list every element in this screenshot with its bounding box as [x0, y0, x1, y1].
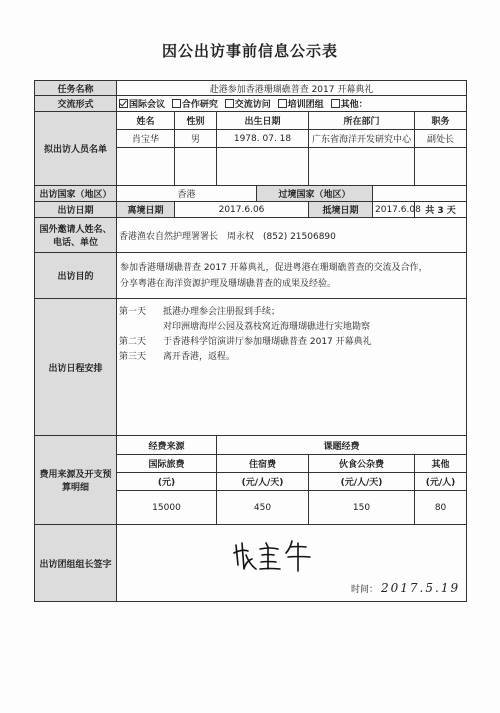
value-meals: 150: [309, 491, 415, 525]
label-dest-country: 出访国家（地区）: [35, 186, 117, 202]
person-gender: 男: [175, 130, 217, 148]
label-personnel-list: 拟出访人员名单: [35, 112, 117, 186]
empty-cell: [217, 148, 309, 186]
label-transit-country: 过境国家（地区）: [257, 186, 373, 202]
header-gender: 性别: [175, 112, 217, 130]
option-intl-conference[interactable]: 国际会议: [119, 100, 165, 110]
row-exchange-form: [35, 96, 467, 112]
value-intl-travel: 15000: [117, 491, 217, 525]
row-budget-source: [35, 436, 467, 455]
value-arrive-date: 2017.6.08: [373, 202, 415, 218]
empty-cell: [309, 148, 415, 186]
disclosure-form-table: [34, 80, 467, 602]
value-other: 80: [415, 491, 467, 525]
schedule-item: 第一天 抵港办理参会注册报到手续；: [119, 307, 281, 317]
value-dest-country: 香港: [117, 186, 257, 202]
value-purpose: [117, 253, 467, 299]
checkbox-icon: [278, 99, 287, 108]
label-inviter: 国外邀请人姓名、电话、单位: [35, 218, 117, 253]
header-meals: 伙食公杂费: [309, 455, 415, 473]
person-dept: 广东省海洋开发研究中心: [309, 130, 415, 148]
value-duration: 共 3 天: [415, 202, 467, 218]
row-countries: [35, 186, 467, 202]
header-name: 姓名: [117, 112, 175, 130]
value-lodging: 450: [217, 491, 309, 525]
handwritten-signature: [232, 535, 322, 575]
exchange-options: [117, 96, 467, 112]
label-schedule: 出访日程安排: [35, 299, 117, 436]
label-leader-sign: 出访团组组长签字: [35, 525, 117, 602]
person-name: 肖宝华: [117, 130, 175, 148]
option-cooperative-research[interactable]: 合作研究: [172, 100, 218, 110]
header-other: 其他: [415, 455, 467, 473]
empty-cell: [175, 148, 217, 186]
unit-intl-travel: (元): [117, 473, 217, 491]
label-arrive-date: 抵境日期: [309, 202, 373, 218]
value-inviter: 香港渔农自然护理署署长 周永权 (852) 21506890: [117, 218, 467, 253]
sign-date: 2017.5.19: [381, 581, 461, 595]
person-birth: 1978. 07. 18: [217, 130, 309, 148]
header-lodging: 住宿费: [217, 455, 309, 473]
value-transit-country: [373, 186, 467, 202]
option-training-group[interactable]: 培训团组: [278, 100, 324, 110]
value-schedule: [117, 299, 467, 436]
value-fund-source: 课题经费: [217, 436, 467, 455]
option-other[interactable]: 其他：: [331, 100, 368, 110]
schedule-item: 第三天 离开香港，返程。: [119, 352, 236, 362]
unit-other: (元/人): [415, 473, 467, 491]
sign-time: 时间： 2017.5.19: [351, 581, 461, 595]
person-position: 副处长: [415, 130, 467, 148]
row-signature: [35, 525, 467, 602]
purpose-line: 参加香港珊瑚礁普查 2017 开幕典礼，促进粤港在珊瑚礁普查的交流及合作，: [120, 262, 428, 273]
row-dates: [35, 202, 467, 218]
checkbox-icon: [172, 99, 181, 108]
header-birth: 出生日期: [217, 112, 309, 130]
schedule-item: 对印洲塘海岸公园及荔枝窝近海珊瑚礁进行实地勘察: [163, 322, 371, 332]
row-task-name: [35, 81, 467, 96]
label-depart-date: 离境日期: [117, 202, 175, 218]
row-inviter: [35, 218, 467, 253]
purpose-line: 分享粤港在海洋资源护理及珊瑚礁普查的成果及经验。: [120, 278, 337, 289]
schedule-item: 第二天 于香港科学馆演讲厅参加珊瑚礁普查 2017 开幕典礼: [119, 337, 372, 347]
label-task-name: 任务名称: [35, 81, 117, 96]
unit-lodging: (元/人/天): [217, 473, 309, 491]
label-purpose: 出访目的: [35, 253, 117, 299]
label-exchange-form: 交流形式: [35, 96, 117, 112]
empty-cell: [117, 148, 175, 186]
label-visit-date: 出访日期: [35, 202, 117, 218]
checkbox-icon: [331, 99, 340, 108]
value-depart-date: 2017.6.06: [175, 202, 309, 218]
row-purpose: [35, 253, 467, 299]
header-position: 职务: [415, 112, 467, 130]
header-dept: 所在部门: [309, 112, 415, 130]
row-personnel-header: [35, 112, 467, 130]
signature-area: [117, 525, 467, 602]
unit-meals: (元/人/天): [309, 473, 415, 491]
row-schedule: [35, 299, 467, 436]
label-budget: 费用来源及开支预算明细: [35, 436, 117, 525]
checkbox-checked-icon: [119, 99, 128, 108]
empty-cell: [415, 148, 467, 186]
value-task-name: 赴港参加香港珊瑚礁普查 2017 开幕典礼: [117, 81, 467, 96]
page-title: 因公出访事前信息公示表: [161, 42, 338, 60]
option-exchange-visit[interactable]: 交流访问: [225, 100, 271, 110]
label-fund-source: 经费来源: [117, 436, 217, 455]
header-intl-travel: 国际旅费: [117, 455, 217, 473]
checkbox-icon: [225, 99, 234, 108]
